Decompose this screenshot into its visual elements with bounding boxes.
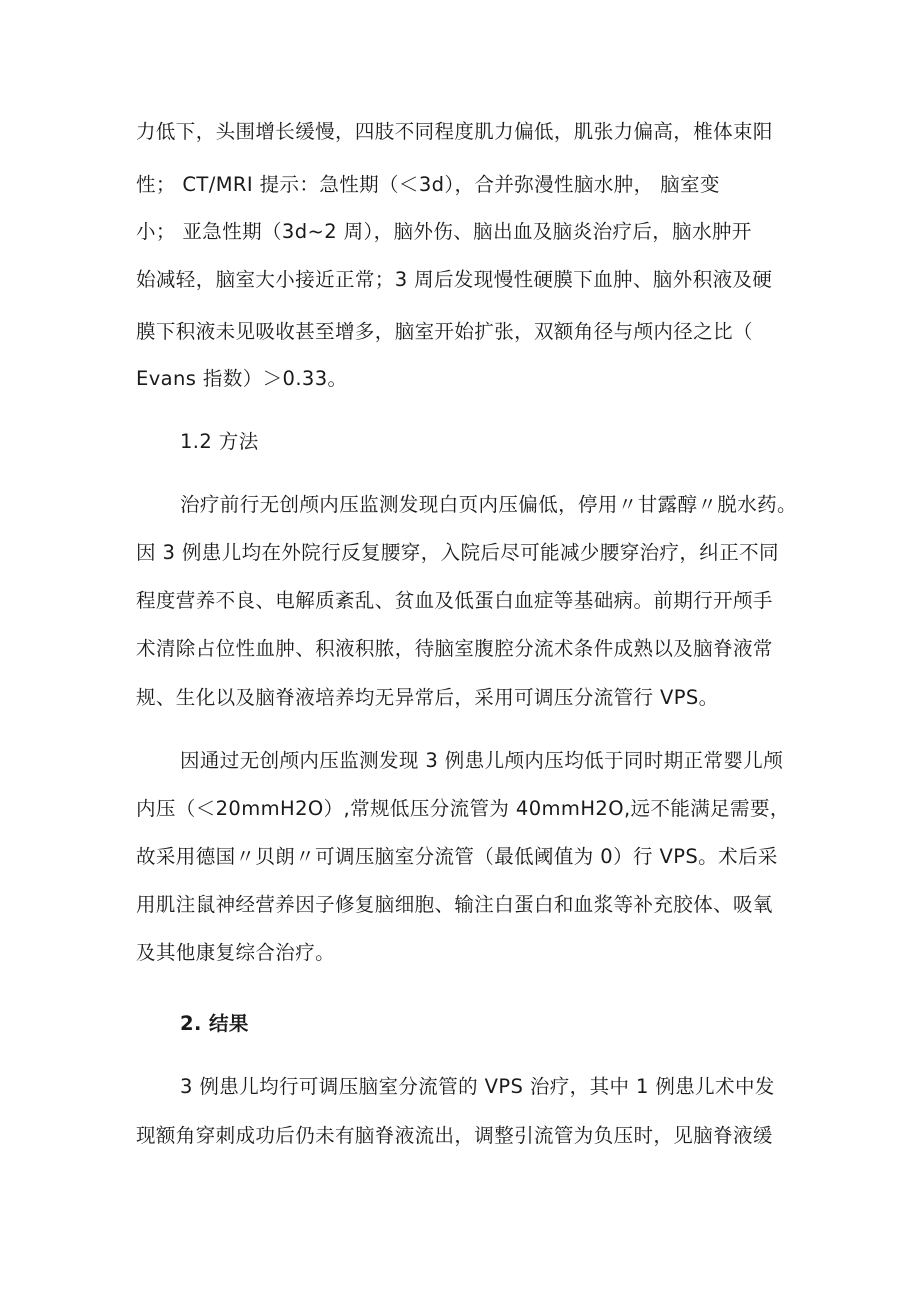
paragraph-line: 及其他康复综合治疗。	[136, 941, 336, 964]
paragraph-line: 程度营养不良、电解质紊乱、贫血及低蛋白血症等基础病。前期行开颅手	[136, 589, 773, 612]
paragraph-line: 用肌注鼠神经营养因子修复脑细胞、输注白蛋白和血浆等补充胶体、吸氧	[136, 893, 773, 916]
paragraph-line: 现额角穿刺成功后仍未有脑脊液流出，调整引流管为负压时，见脑脊液缓	[136, 1124, 773, 1147]
paragraph-line: 术清除占位性血肿、积液积脓，待脑室腹腔分流术条件成熟以及脑脊液常	[136, 637, 773, 660]
paragraph-line: 力低下，头围增长缓慢，四肢不同程度肌力偏低，肌张力偏高，椎体束阳	[136, 120, 773, 143]
paragraph-line: 规、生化以及脑脊液培养均无异常后，采用可调压分流管行 VPS。	[136, 686, 719, 709]
paragraph-line: 性； CT/MRI 提示：急性期（＜3d），合并弥漫性脑水肿， 脑室变	[136, 173, 720, 196]
section-heading-results: 2. 结果	[180, 1012, 249, 1035]
paragraph-line: 内压（＜20mmH2O）,常规低压分流管为 40mmH2O,远不能满足需要，	[136, 797, 790, 820]
paragraph-line: 治疗前行无创颅内压监测发现白页内压偏低，停用〃甘露醇〃脱水药。	[180, 493, 797, 516]
paragraph-line: 因通过无创颅内压监测发现 3 例患儿颅内压均低于同时期正常婴儿颅	[180, 749, 784, 772]
paragraph-line: Evans 指数）＞0.33。	[136, 367, 348, 390]
paragraph-line: 3 例患儿均行可调压脑室分流管的 VPS 治疗，其中 1 例患儿术中发	[180, 1075, 775, 1098]
section-heading-methods: 1.2 方法	[180, 430, 259, 453]
paragraph-line: 因 3 例患儿均在外院行反复腰穿，入院后尽可能减少腰穿治疗，纠正不同	[136, 541, 779, 564]
paragraph-line: 始减轻，脑室大小接近正常；3 周后发现慢性硬膜下血肿、脑外积液及硬	[136, 268, 773, 291]
paragraph-line: 膜下积液未见吸收甚至增多，脑室开始扩张，双额角径与颅内径之比（	[136, 320, 753, 343]
paragraph-line: 故采用德国〃贝朗〃可调压脑室分流管（最低阈值为 0）行 VPS。术后采	[136, 845, 778, 868]
paragraph-line: 小； 亚急性期（3d~2 周），脑外伤、脑出血及脑炎治疗后，脑水肿开	[136, 220, 752, 243]
